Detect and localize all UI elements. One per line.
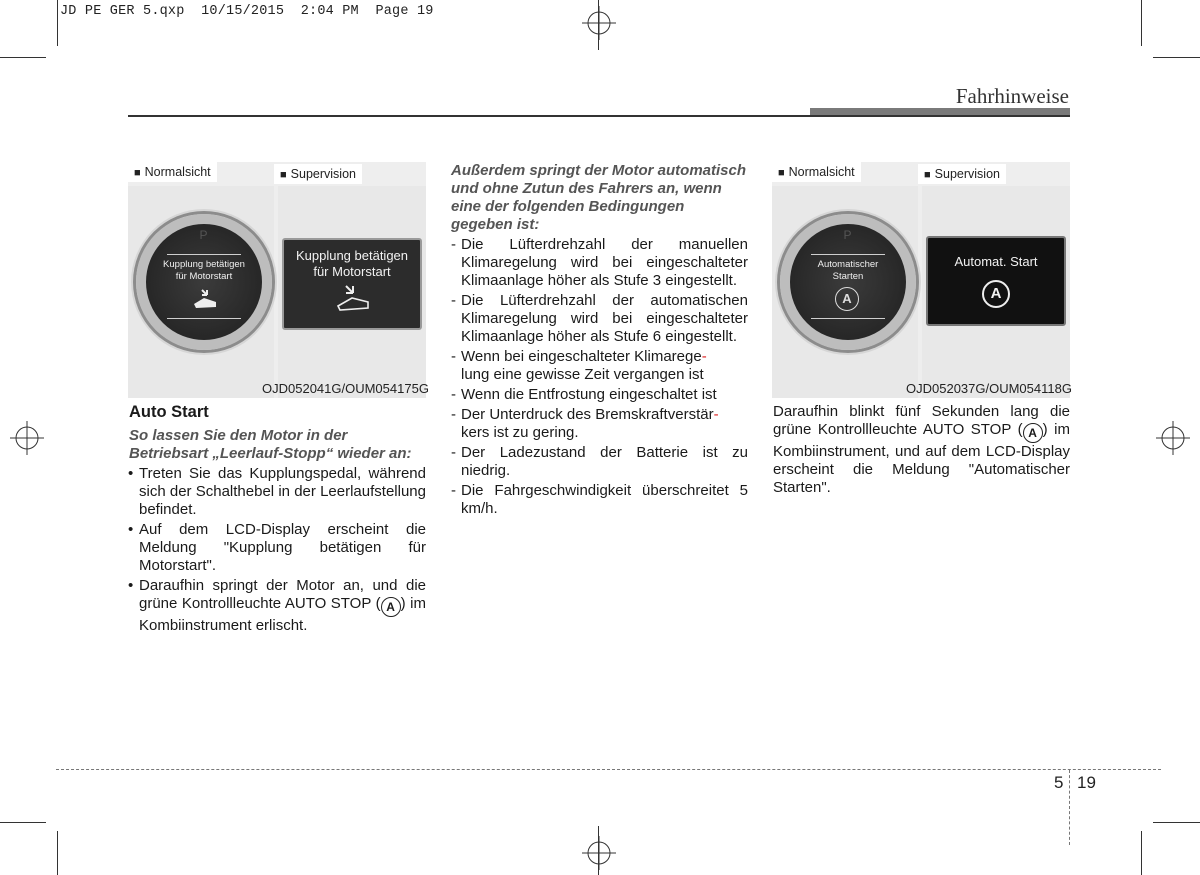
conditions-heading: Außerdem springt der Motor automatisch und ohne Zutun des Fahrers an, wenn eine der folgenden Bedingungen gegeben ist: (451, 162, 747, 233)
figure-caption-normal: ■ Normalsicht (128, 162, 217, 182)
registration-mark-bottom (582, 836, 616, 870)
auto-stop-icon: A (982, 280, 1010, 308)
subheading: So lassen Sie den Motor in der Betriebsart „Leerlauf-Stopp“ wieder an: (129, 427, 412, 462)
list-item: - Die Lüfterdrehzahl der automatischen Klimaregelung wird bei eingeschalteter Klimaanlage höher als Stufe 6 eingestellt. (451, 292, 748, 346)
figure-caption-supervision: ■ Supervision (274, 164, 362, 184)
list-item: • Auf dem LCD-Display erscheint die Meldung "Kupplung betätigen für Motorstart". (129, 521, 426, 575)
chapter-number: 5 (1054, 773, 1064, 792)
column-2 (451, 162, 748, 520)
list-item: - Die Lüfterdrehzahl der manuellen Klimaregelung wird bei eingeschalteter Klimaanlage höher als Stufe 3 eingestellt. (451, 236, 748, 290)
list-item: - Der Unterdruck des Bremskraftverstär- kers ist zu gering. (451, 406, 748, 442)
figure-code: OJD052037G/OUM054118G (906, 381, 1072, 396)
conditions-list (451, 236, 748, 518)
header-rule (128, 115, 1070, 117)
auto-stop-icon: A (835, 287, 859, 311)
bullet-list (129, 465, 426, 635)
page-number-divider (1069, 770, 1070, 845)
gauge-message: Automatischer Starten (817, 259, 879, 282)
clutch-pedal-icon (332, 284, 372, 314)
print-slug: JD PE GER 5.qxp 10/15/2015 2:04 PM Page 19 (60, 4, 434, 19)
lcd-display (926, 236, 1066, 326)
column-1 (129, 403, 426, 637)
lcd-display (282, 238, 422, 330)
column-3-paragraph: Daraufhin blinkt fünf Sekunden lang die grüne Kontrollleuchte AUTO STOP ( A ) im Kombiinstrument, und auf dem LCD-Display erscheint die Meldung "Automatischer Starten". (773, 403, 1070, 496)
list-item: - Wenn die Entfrostung eingeschaltet ist (451, 386, 748, 404)
figure-auto-start (772, 162, 1070, 398)
figure-caption-supervision: ■ Supervision (918, 164, 1006, 184)
lcd-message: Automat. Start (954, 254, 1038, 269)
list-item: - Wenn bei eingeschalteter Klimarege- lung eine gewisse Zeit vergangen ist (451, 348, 748, 384)
figure-caption-normal: ■ Normalsicht (772, 162, 861, 182)
figure-clutch-start (128, 162, 426, 398)
lcd-message: Kupplung betätigen für Motorstart (295, 248, 409, 279)
list-item: - Der Ladezustand der Batterie ist zu niedrig. (451, 444, 748, 480)
list-item: • Treten Sie das Kupplungspedal, während sich der Schalthebel in der Leerlaufstellung befindet. (129, 465, 426, 519)
registration-mark-left (10, 421, 44, 455)
clutch-pedal-icon (190, 288, 220, 312)
footer-rule (56, 769, 1161, 770)
list-item: • Daraufhin springt der Motor an, und die grüne Kontrollleuchte AUTO STOP ( A ) im Kombiinstrument erlischt. (129, 577, 426, 635)
heading-auto-start: Auto Start (129, 403, 209, 421)
list-item: - Die Fahrgeschwindigkeit überschreitet 5 km/h. (451, 482, 748, 518)
registration-mark-right (1156, 421, 1190, 455)
auto-stop-icon: A (1023, 423, 1043, 443)
figure-code: OJD052041G/OUM054175G (262, 381, 429, 396)
auto-stop-icon: A (381, 597, 401, 617)
gauge-message: Kupplung betätigen für Motorstart (163, 259, 245, 282)
page-number: 19 (1077, 773, 1096, 792)
registration-mark-top (582, 6, 616, 40)
instrument-gauge: P Automatischer Starten A (780, 214, 916, 350)
instrument-gauge: P Kupplung betätigen für Motorstart (136, 214, 272, 350)
section-title: Fahrhinweise (955, 84, 1069, 108)
